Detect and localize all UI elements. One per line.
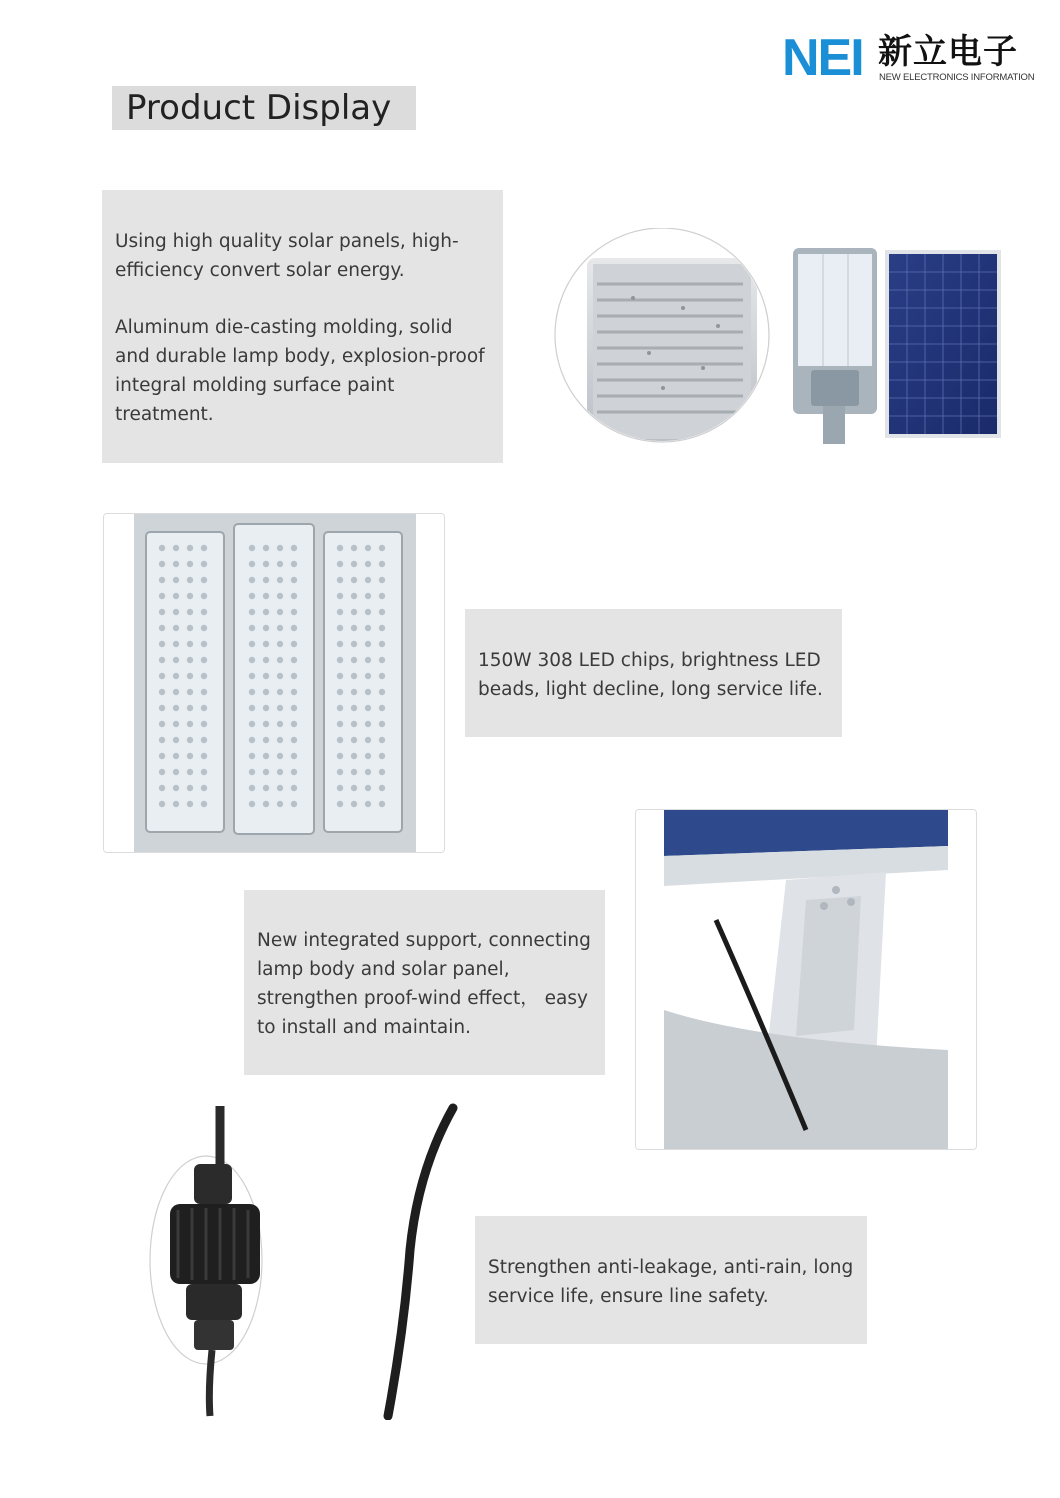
led-bead [291,801,297,807]
led-bead [201,657,207,663]
led-bead [249,657,255,663]
led-bead [379,641,385,647]
led-bead [263,737,269,743]
led-bead [291,657,297,663]
feature-paragraph: Strengthen anti-leakage, anti-rain, long service life, ensure line safety. [488,1257,854,1307]
led-bead [159,737,165,743]
led-bead [201,753,207,759]
led-bead [291,769,297,775]
led-bead [337,641,343,647]
led-bead [337,801,343,807]
led-bead [365,577,371,583]
led-bead [365,737,371,743]
led-bead [173,721,179,727]
led-bead [173,609,179,615]
led-bead [201,609,207,615]
led-bead [249,609,255,615]
waterproof-connector-images [148,1100,468,1420]
led-bead [365,561,371,567]
led-bead [351,561,357,567]
led-bead [187,625,193,631]
led-bead [201,593,207,599]
led-bead [159,545,165,551]
feature-paragraph: 150W 308 LED chips, brightness LED beads, light decline, long service life. [478,650,823,700]
led-bead [337,657,343,663]
solar-panel-image [885,250,1001,438]
led-bead [277,545,283,551]
led-bead [277,753,283,759]
led-bead [249,737,255,743]
led-bead [291,673,297,679]
led-bead [379,689,385,695]
led-bead [263,705,269,711]
led-bead [187,593,193,599]
led-bead [187,561,193,567]
led-bead [351,785,357,791]
led-bead [159,753,165,759]
led-bead [173,561,179,567]
led-bead [291,545,297,551]
led-bead [351,705,357,711]
led-bead [187,641,193,647]
led-bead [365,753,371,759]
led-bead [249,625,255,631]
led-bead [187,705,193,711]
led-bead [173,769,179,775]
led-bead [187,737,193,743]
led-bead [173,577,179,583]
led-bead [365,609,371,615]
led-bead [277,641,283,647]
led-bead [365,785,371,791]
led-bead [159,721,165,727]
led-bead [249,561,255,567]
led-bead [187,689,193,695]
led-bead [173,657,179,663]
led-bead [173,593,179,599]
led-bead [249,593,255,599]
led-bead [249,721,255,727]
led-bead [337,721,343,727]
feature-text-solar-body [102,190,503,463]
led-bead [277,705,283,711]
led-bead [201,769,207,775]
led-bead [173,673,179,679]
led-bead [291,593,297,599]
led-bead [187,769,193,775]
led-bead [337,673,343,679]
led-bead [249,641,255,647]
led-bead [277,785,283,791]
led-bead [187,721,193,727]
led-bead [351,577,357,583]
led-bead [379,545,385,551]
mounting-bracket-graphic [636,810,976,1149]
led-modules-graphic [104,514,444,852]
led-bead [337,593,343,599]
led-bead [351,609,357,615]
led-bead [337,785,343,791]
led-bead [263,625,269,631]
led-bead [351,721,357,727]
led-bead [379,561,385,567]
led-bead [291,625,297,631]
led-bead [365,689,371,695]
led-bead [277,673,283,679]
led-bead [365,721,371,727]
led-bead [159,657,165,663]
led-bead [365,657,371,663]
led-bead [365,641,371,647]
led-bead [173,785,179,791]
led-bead [187,609,193,615]
led-bead [337,705,343,711]
led-bead [351,545,357,551]
led-bead [277,609,283,615]
led-bead [201,625,207,631]
led-bead [159,577,165,583]
led-bead [291,641,297,647]
led-bead [351,593,357,599]
led-bead [201,705,207,711]
led-bead [263,785,269,791]
led-bead [291,737,297,743]
led-bead [263,593,269,599]
led-bead [337,561,343,567]
led-bead [263,545,269,551]
led-bead [291,705,297,711]
led-bead [159,641,165,647]
led-bead [291,753,297,759]
led-bead [277,689,283,695]
led-bead [263,673,269,679]
led-bead [263,769,269,775]
led-bead [173,545,179,551]
led-bead [351,801,357,807]
led-bead [351,737,357,743]
led-bead [379,657,385,663]
led-bead [187,545,193,551]
led-bead [159,593,165,599]
logo-mark: NEI [782,29,863,87]
feature-text-connector [475,1216,867,1344]
feature-paragraph: New integrated support, connecting lamp body and solar panel, strengthen proof-wind effect， easy to install and maintain. [257,930,591,1038]
cable-image [388,1108,453,1416]
led-bead [351,689,357,695]
led-bead [337,737,343,743]
led-bead [291,721,297,727]
led-bead [263,721,269,727]
led-bead [249,753,255,759]
led-bead [173,705,179,711]
led-bead [277,721,283,727]
feature-paragraph: Using high quality solar panels, high-efficiency convert solar energy. [115,231,459,281]
led-bead [337,545,343,551]
led-bead [201,689,207,695]
led-bead [249,577,255,583]
led-bead [263,657,269,663]
led-bead [337,769,343,775]
led-bead [159,609,165,615]
led-bead [351,641,357,647]
led-bead [379,609,385,615]
led-bead [365,673,371,679]
led-bead [263,689,269,695]
led-bead [365,545,371,551]
led-bead [291,609,297,615]
mounting-bracket-image [635,809,977,1150]
led-bead [159,785,165,791]
led-bead [201,801,207,807]
led-bead [249,545,255,551]
led-bead [337,753,343,759]
led-bead [365,801,371,807]
led-bead [201,641,207,647]
led-bead [365,625,371,631]
led-bead [173,641,179,647]
led-bead [201,721,207,727]
led-bead [249,769,255,775]
brand-logo [782,29,1035,88]
led-bead [351,625,357,631]
led-bead [277,769,283,775]
led-bead [187,673,193,679]
street-lamp-image [793,248,877,444]
led-bead [263,641,269,647]
led-bead [379,753,385,759]
led-bead [379,577,385,583]
led-bead [263,609,269,615]
led-bead [263,561,269,567]
feature-text-led [465,609,842,737]
led-bead [173,625,179,631]
led-bead [249,673,255,679]
led-bead [291,561,297,567]
led-bead [173,753,179,759]
led-bead [159,689,165,695]
feature-text-bracket [244,890,605,1075]
led-bead [249,801,255,807]
led-bead [291,577,297,583]
led-bead [379,769,385,775]
led-bead [159,625,165,631]
led-bead [201,577,207,583]
led-bead [337,625,343,631]
page-title: Product Display [112,86,416,130]
led-bead [201,737,207,743]
heat-sink-closeup-image [555,228,769,448]
led-bead [159,801,165,807]
led-bead [351,769,357,775]
led-bead [277,801,283,807]
led-bead [379,593,385,599]
led-bead [365,705,371,711]
led-bead [365,769,371,775]
led-bead [187,785,193,791]
led-bead [277,625,283,631]
led-bead [249,785,255,791]
led-bead [173,737,179,743]
logo-chinese-name: 新立电子 [878,32,1018,72]
led-bead [187,577,193,583]
led-bead [379,625,385,631]
led-bead [337,689,343,695]
led-bead [249,705,255,711]
led-bead [277,577,283,583]
led-bead [263,753,269,759]
led-modules-image [103,513,445,853]
led-bead [337,577,343,583]
led-bead [249,689,255,695]
led-bead [291,689,297,695]
led-bead [365,593,371,599]
led-bead [173,801,179,807]
led-bead [351,673,357,679]
led-bead [277,593,283,599]
led-bead [159,769,165,775]
led-bead [379,705,385,711]
led-bead [201,785,207,791]
feature-paragraph: Aluminum die-casting molding, solid and durable lamp body, explosion-proof integral molding surface paint treatment. [115,317,485,425]
led-bead [173,689,179,695]
logo-english-name: NEW ELECTRONICS INFORMATION [879,72,1035,83]
led-bead [159,705,165,711]
led-bead [379,801,385,807]
led-bead [187,657,193,663]
led-bead [187,753,193,759]
product-images-lamp-and-panel [553,228,1013,450]
led-bead [379,785,385,791]
led-bead [379,721,385,727]
led-bead [277,737,283,743]
led-bead [159,561,165,567]
led-bead [277,657,283,663]
led-bead [351,753,357,759]
led-bead [187,801,193,807]
led-bead [277,561,283,567]
led-bead [263,577,269,583]
led-bead [351,657,357,663]
led-bead [159,673,165,679]
led-bead [201,561,207,567]
led-bead [201,673,207,679]
led-bead [201,545,207,551]
led-bead [263,801,269,807]
connector-closeup-image [150,1106,262,1416]
led-bead [379,673,385,679]
led-bead [291,785,297,791]
led-bead [379,737,385,743]
led-bead [337,609,343,615]
